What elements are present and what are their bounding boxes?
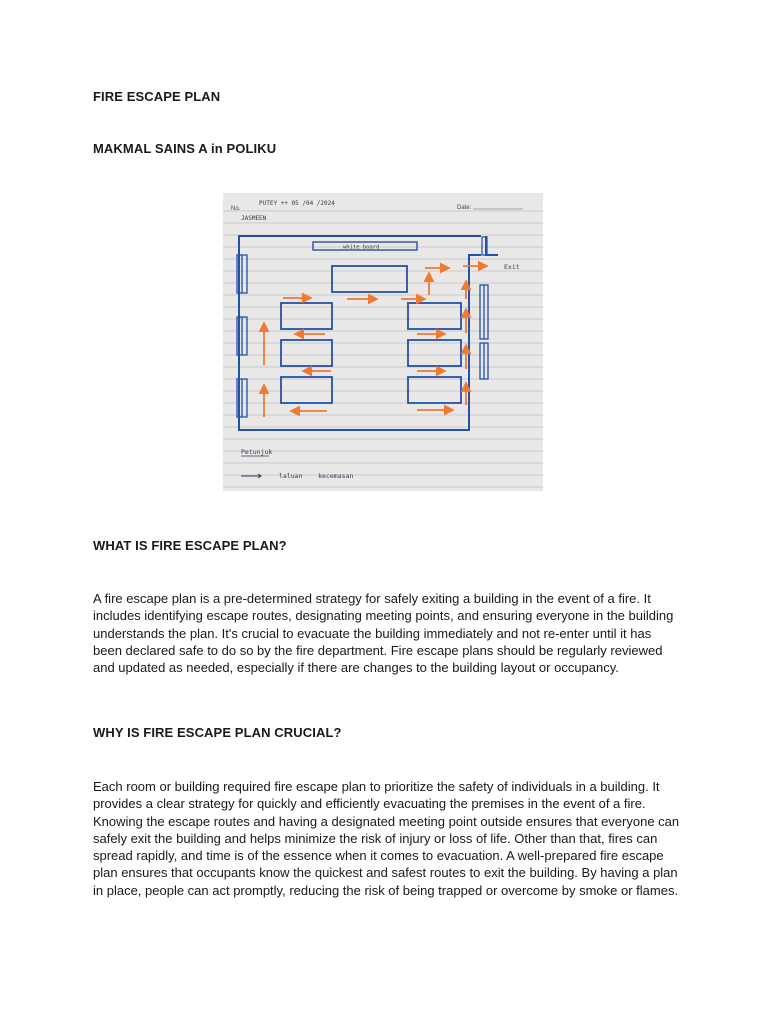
document-subtitle: MAKMAL SAINS A in POLIKU bbox=[93, 141, 277, 156]
section-heading-what: WHAT IS FIRE ESCAPE PLAN? bbox=[93, 538, 287, 553]
legend-title: Petunjuk bbox=[241, 448, 273, 456]
sketch-no-label: No. bbox=[231, 206, 241, 212]
legend-entry: laluan kecemasan bbox=[279, 472, 354, 480]
section-body-what: A fire escape plan is a pre-determined strategy for safely exiting a building in the event of a fire. It includes identifying escape routes, designating meeting points, and ensuring everyone in the building understands the plan. It's crucial to evacuate the building immediately and not re-enter until it has been declared safe to do so by the fire department. Fire escape plans should be regularly reviewed and updated as needed, especially if there are changes to the building layout or occupancy. bbox=[93, 591, 674, 676]
notebook-paper bbox=[223, 193, 543, 491]
sketch-date-label: Date: bbox=[457, 205, 472, 211]
document-title: FIRE ESCAPE PLAN bbox=[93, 89, 221, 104]
section-heading-why: WHY IS FIRE ESCAPE PLAN CRUCIAL? bbox=[93, 725, 342, 740]
fire-escape-sketch bbox=[223, 193, 543, 491]
sketch-author: JASMEEN bbox=[241, 215, 267, 222]
exit-label: Exit bbox=[504, 263, 520, 271]
whiteboard-label: white board bbox=[343, 244, 380, 251]
section-body-why: Each room or building required fire escape plan to prioritize the safety of individuals in a building. It provides a clear strategy for quickly and efficiently evacuating the premises in the event of a fire. Knowing the escape routes and having a designated meeting point outside ensures that everyone can safely exit the building and helps minimize the risk of injury or loss of life. Other than that, fires can spread rapidly, and time is of the essence when it comes to evacuation. A well-prepared fire escape plan ensures that occupants know the quickest and safest routes to exit the building. By having a plan in place, people can act promptly, reducing the risk of being trapped or overcome by smoke or flames. bbox=[93, 779, 680, 898]
sketch-header-note: PUTEY ++ 05 /04 /2024 bbox=[259, 200, 335, 207]
